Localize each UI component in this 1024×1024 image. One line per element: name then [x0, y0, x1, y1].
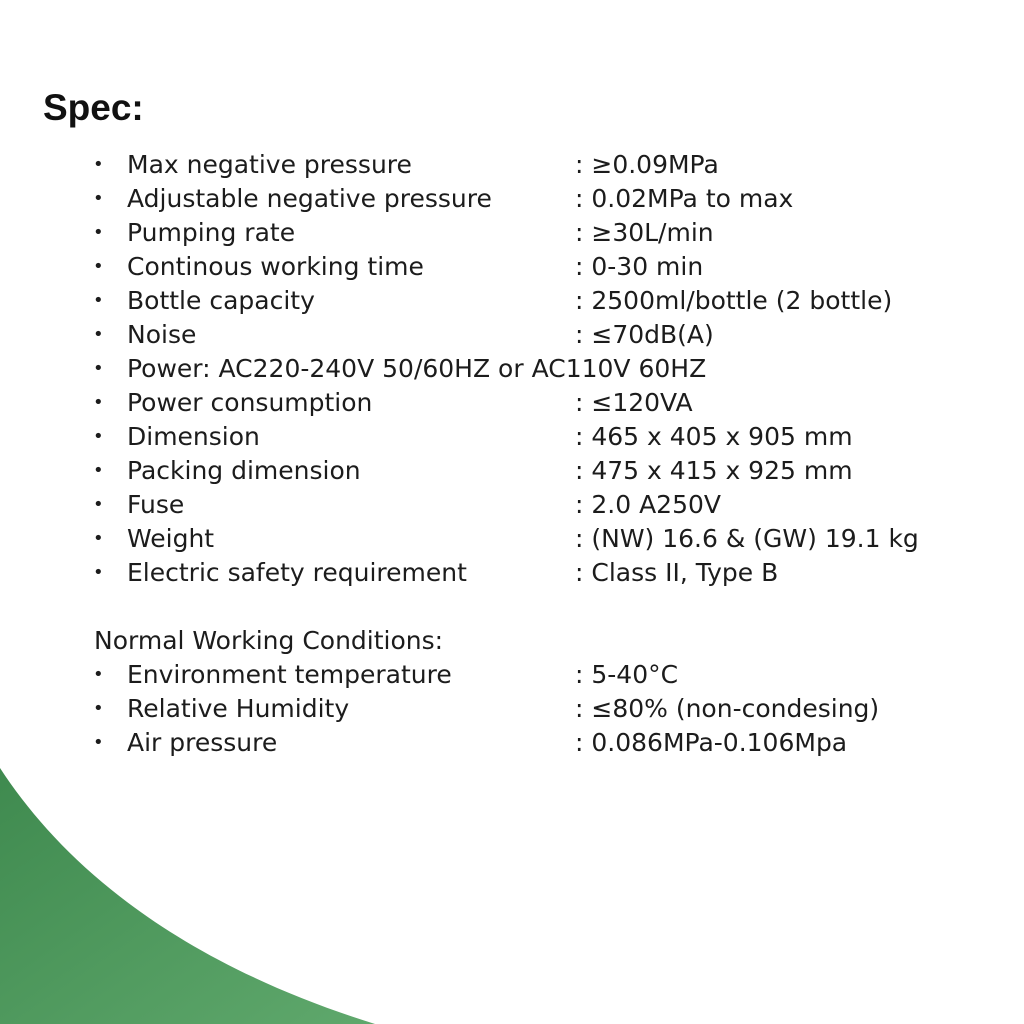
list-item — [0, 386, 1024, 420]
spec-value: : ≥0.09MPa — [575, 150, 719, 179]
list-item — [0, 148, 1024, 182]
spec-value: : (NW) 16.6 & (GW) 19.1 kg — [575, 524, 919, 553]
bullet-icon: • — [93, 698, 104, 719]
spec-label: Weight — [127, 524, 215, 553]
spec-label: Fuse — [127, 490, 185, 519]
spec-label: Continous working time — [127, 252, 424, 281]
bullet-icon: • — [93, 664, 104, 685]
list-item — [0, 420, 1024, 454]
condition-value: : 5-40°C — [575, 660, 679, 689]
list-item — [0, 522, 1024, 556]
list-item — [0, 216, 1024, 250]
spec-value: : 2.0 A250V — [575, 490, 721, 519]
bullet-icon: • — [93, 562, 104, 583]
bullet-icon: • — [93, 460, 104, 481]
bullet-icon: • — [93, 732, 104, 753]
spec-value: : ≤70dB(A) — [575, 320, 714, 349]
spec-label: Pumping rate — [127, 218, 296, 247]
bullet-icon: • — [93, 188, 104, 209]
page-title: Spec: — [43, 87, 144, 128]
list-item — [0, 556, 1024, 590]
bullet-icon: • — [93, 290, 104, 311]
spec-list — [0, 148, 1024, 760]
spec-label: Bottle capacity — [127, 286, 315, 315]
spec-value: : 2500ml/bottle (2 bottle) — [575, 286, 893, 315]
bullet-icon: • — [93, 324, 104, 345]
list-item — [0, 454, 1024, 488]
spec-value: : ≤120VA — [575, 388, 693, 417]
list-item — [0, 658, 1024, 692]
spec-label: Power: AC220-240V 50/60HZ or AC110V 60HZ — [127, 354, 707, 383]
list-item — [0, 182, 1024, 216]
spec-label: Electric safety requirement — [127, 558, 467, 587]
list-item — [0, 250, 1024, 284]
bullet-icon: • — [93, 392, 104, 413]
spec-label: Packing dimension — [127, 456, 361, 485]
spec-value: : 475 x 415 x 925 mm — [575, 456, 853, 485]
bullet-icon: • — [93, 528, 104, 549]
list-item — [0, 318, 1024, 352]
spec-value: : 465 x 405 x 905 mm — [575, 422, 853, 451]
bullet-icon: • — [93, 154, 104, 175]
list-item — [0, 488, 1024, 522]
spec-label: Adjustable negative pressure — [127, 184, 492, 213]
conditions-heading: Normal Working Conditions: — [94, 626, 444, 655]
spec-value: : ≥30L/min — [575, 218, 714, 247]
condition-label: Environment temperature — [127, 660, 452, 689]
spec-label: Noise — [127, 320, 197, 349]
spec-label: Power consumption — [127, 388, 373, 417]
spec-value: : 0.02MPa to max — [575, 184, 794, 213]
bullet-icon: • — [93, 426, 104, 447]
spec-value: : Class II, Type B — [575, 558, 779, 587]
list-item — [0, 726, 1024, 760]
spec-label: Dimension — [127, 422, 260, 451]
condition-label: Air pressure — [127, 728, 278, 757]
list-item — [0, 692, 1024, 726]
bullet-icon: • — [93, 358, 104, 379]
bullet-icon: • — [93, 256, 104, 277]
spec-value: : 0-30 min — [575, 252, 704, 281]
condition-label: Relative Humidity — [127, 694, 350, 723]
list-item — [0, 284, 1024, 318]
condition-value: : ≤80% (non-condesing) — [575, 694, 880, 723]
spec-label: Max negative pressure — [127, 150, 412, 179]
bullet-icon: • — [93, 494, 104, 515]
list-item — [0, 352, 1024, 386]
condition-value: : 0.086MPa-0.106Mpa — [575, 728, 848, 757]
section-spacer — [0, 590, 1024, 624]
bullet-icon: • — [93, 222, 104, 243]
